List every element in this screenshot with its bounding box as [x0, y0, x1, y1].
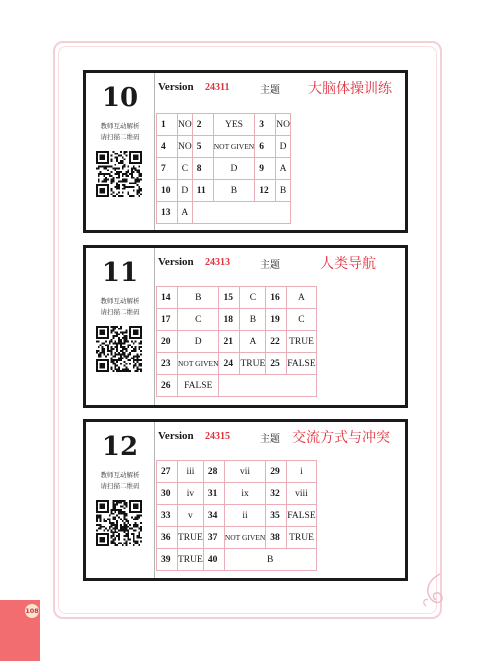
- answer-card-11: [83, 245, 408, 408]
- question-number: 32: [266, 483, 287, 505]
- answer-value: NO: [178, 114, 193, 136]
- table-row: [157, 353, 317, 375]
- scan-hint: [86, 121, 154, 143]
- answer-value: TRUE: [178, 549, 204, 571]
- question-number: 2: [192, 114, 213, 136]
- empty-cell: [219, 375, 316, 397]
- answer-value: v: [178, 505, 204, 527]
- scan-hint-line-1: 教师互动解析: [100, 122, 140, 130]
- table-row: [157, 461, 317, 483]
- table-row: [157, 549, 317, 571]
- answer-value: A: [287, 287, 316, 309]
- empty-cell: [192, 202, 290, 224]
- answer-value: NOT GIVEN: [213, 136, 254, 158]
- table-row: [157, 331, 317, 353]
- table-row: [157, 375, 317, 397]
- table-row: [157, 180, 291, 202]
- answer-value: TRUE: [240, 353, 266, 375]
- table-row: [157, 287, 317, 309]
- question-number: 23: [157, 353, 178, 375]
- scan-hint-line-1: 教师互动解析: [100, 471, 140, 479]
- question-number: 8: [192, 158, 213, 180]
- card-left-panel: [86, 248, 155, 405]
- answer-value: B: [240, 309, 266, 331]
- answer-value: C: [240, 287, 266, 309]
- answer-table: [156, 460, 317, 571]
- table-row: [157, 527, 317, 549]
- qr-code-icon[interactable]: [96, 500, 142, 546]
- scan-hint: [86, 296, 154, 318]
- qr-code-icon[interactable]: [96, 151, 142, 197]
- table-row: [157, 505, 317, 527]
- card-header: [156, 252, 405, 274]
- qr-code-icon[interactable]: [96, 326, 142, 372]
- question-number: 27: [157, 461, 178, 483]
- scan-hint-line-2: 请扫描二维码: [100, 133, 140, 141]
- card-header: [156, 426, 405, 448]
- answer-value: C: [287, 309, 316, 331]
- answer-value: TRUE: [178, 527, 204, 549]
- answer-value: FALSE: [287, 505, 316, 527]
- question-number: 25: [266, 353, 287, 375]
- question-number: 18: [219, 309, 240, 331]
- question-number: 15: [219, 287, 240, 309]
- decorative-swirl-icon: [418, 570, 448, 610]
- answer-value: B: [276, 180, 291, 202]
- answer-value: D: [276, 136, 291, 158]
- answer-value: NOT GIVEN: [224, 527, 265, 549]
- answer-value: TRUE: [287, 331, 316, 353]
- answer-value: C: [178, 309, 219, 331]
- theme-title: 交流方式与冲突: [292, 430, 390, 446]
- answer-value: NOT GIVEN: [178, 353, 219, 375]
- question-number: 11: [192, 180, 213, 202]
- question-number: 22: [266, 331, 287, 353]
- answer-value: iv: [178, 483, 204, 505]
- version-label: Version: [158, 430, 194, 442]
- answer-value: C: [178, 158, 193, 180]
- card-number: 10: [101, 83, 139, 113]
- question-number: 37: [203, 527, 224, 549]
- card-left-panel: [86, 422, 155, 578]
- question-number: 35: [266, 505, 287, 527]
- version-code: 24315: [205, 431, 230, 442]
- scan-hint-line-2: 请扫描二维码: [100, 308, 140, 316]
- answer-value: D: [178, 180, 193, 202]
- answer-value: vii: [224, 461, 265, 483]
- question-number: 38: [266, 527, 287, 549]
- question-number: 24: [219, 353, 240, 375]
- answer-value: B: [213, 180, 254, 202]
- question-number: 28: [203, 461, 224, 483]
- answer-value: iii: [178, 461, 204, 483]
- question-number: 13: [157, 202, 178, 224]
- question-number: 12: [255, 180, 276, 202]
- answer-value: ix: [224, 483, 265, 505]
- question-number: 3: [255, 114, 276, 136]
- theme-label: 主题: [260, 260, 280, 271]
- question-number: 10: [157, 180, 178, 202]
- answer-value: NO: [276, 114, 291, 136]
- card-number: 11: [101, 258, 139, 288]
- question-number: 26: [157, 375, 178, 397]
- question-number: 6: [255, 136, 276, 158]
- scan-hint: [86, 470, 154, 492]
- question-number: 9: [255, 158, 276, 180]
- version-label: Version: [158, 256, 194, 268]
- question-number: 33: [157, 505, 178, 527]
- theme-label: 主题: [260, 85, 280, 96]
- table-row: [157, 136, 291, 158]
- version-label: Version: [158, 81, 194, 93]
- table-row: [157, 483, 317, 505]
- answer-value: D: [213, 158, 254, 180]
- question-number: 4: [157, 136, 178, 158]
- question-number: 14: [157, 287, 178, 309]
- answer-value: B: [178, 287, 219, 309]
- question-number: 40: [203, 549, 224, 571]
- card-left-panel: [86, 73, 155, 230]
- answer-value: TRUE: [287, 527, 316, 549]
- question-number: 19: [266, 309, 287, 331]
- answer-value: A: [240, 331, 266, 353]
- card-header: [156, 77, 405, 99]
- table-row: [157, 114, 291, 136]
- question-number: 34: [203, 505, 224, 527]
- question-number: 5: [192, 136, 213, 158]
- question-number: 39: [157, 549, 178, 571]
- page-number: 108: [25, 604, 39, 618]
- card-number: 12: [101, 432, 139, 462]
- answer-value: viii: [287, 483, 316, 505]
- table-row: [157, 158, 291, 180]
- question-number: 7: [157, 158, 178, 180]
- answer-card-12: [83, 419, 408, 581]
- answer-value: NO: [178, 136, 193, 158]
- answer-value: ii: [224, 505, 265, 527]
- question-number: 36: [157, 527, 178, 549]
- question-number: 30: [157, 483, 178, 505]
- question-number: 17: [157, 309, 178, 331]
- answer-value: FALSE: [178, 375, 219, 397]
- answer-value: B: [224, 549, 316, 571]
- answer-value: i: [287, 461, 316, 483]
- question-number: 16: [266, 287, 287, 309]
- question-number: 29: [266, 461, 287, 483]
- version-code: 24311: [205, 82, 230, 93]
- theme-title: 人类导航: [320, 256, 376, 272]
- question-number: 21: [219, 331, 240, 353]
- theme-label: 主题: [260, 434, 280, 445]
- answer-value: D: [178, 331, 219, 353]
- table-row: [157, 202, 291, 224]
- table-row: [157, 309, 317, 331]
- question-number: 31: [203, 483, 224, 505]
- answer-value: YES: [213, 114, 254, 136]
- answer-value: FALSE: [287, 353, 316, 375]
- question-number: 1: [157, 114, 178, 136]
- question-number: 20: [157, 331, 178, 353]
- version-code: 24313: [205, 257, 230, 268]
- answer-value: A: [276, 158, 291, 180]
- answer-card-10: [83, 70, 408, 233]
- scan-hint-line-1: 教师互动解析: [100, 297, 140, 305]
- answer-table: [156, 286, 317, 397]
- scan-hint-line-2: 请扫描二维码: [100, 482, 140, 490]
- answer-table: [156, 113, 291, 224]
- theme-title: 大脑体操训练: [308, 81, 392, 97]
- answer-value: A: [178, 202, 193, 224]
